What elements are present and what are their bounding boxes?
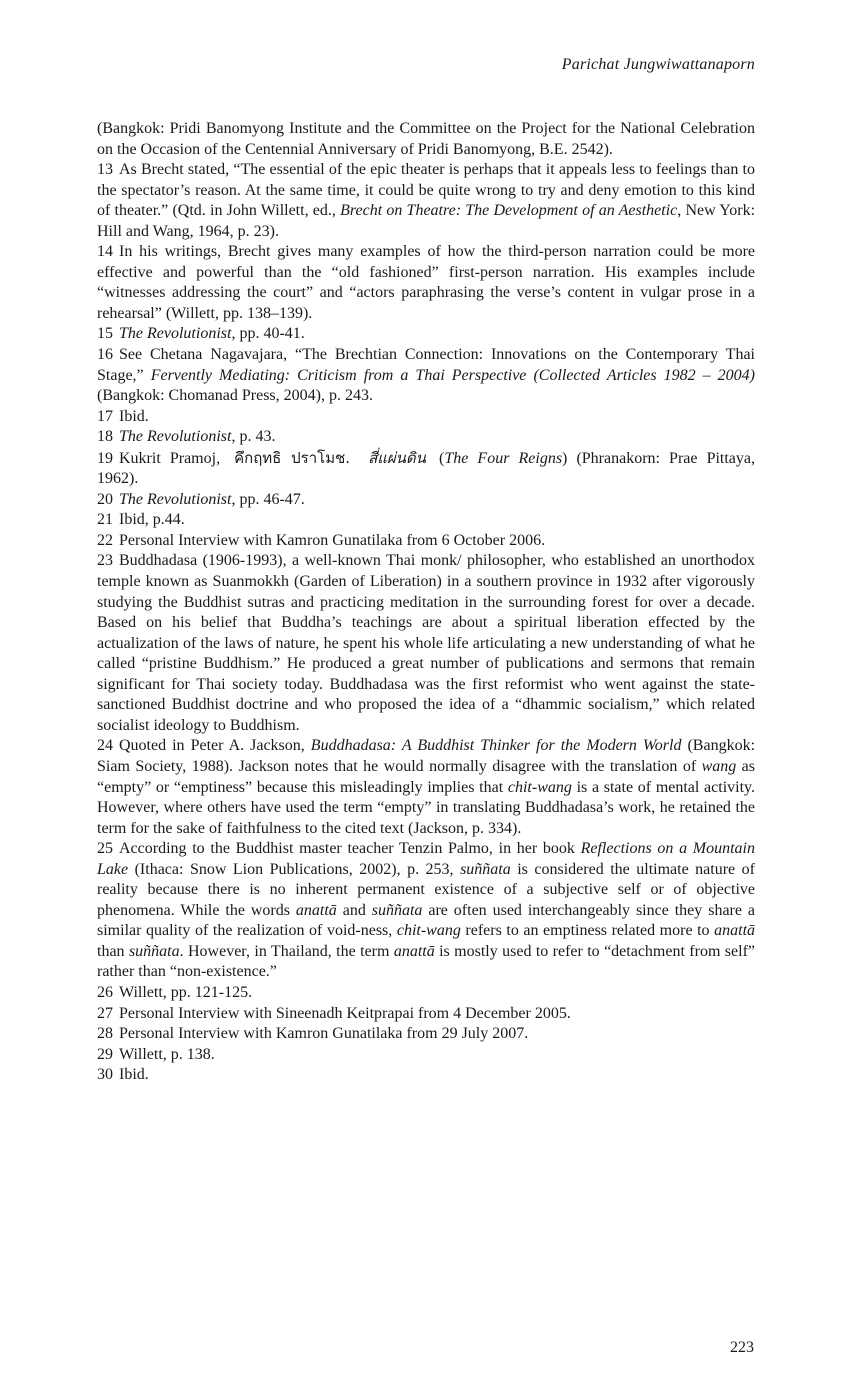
- endnote-30: [97, 1065, 755, 1086]
- note-text: and: [336, 901, 372, 919]
- endnote-24: [97, 736, 755, 839]
- endnote-15: [97, 324, 755, 345]
- note-text: Ibid.: [119, 407, 149, 425]
- endnote-number: 25: [97, 840, 113, 858]
- italic-text: anattā: [295, 901, 337, 919]
- endnote-number: 26: [97, 983, 113, 1001]
- italic-text: The Four Reigns: [444, 449, 563, 467]
- italic-text: Fervently Mediating: Criticism from a Thai Perspective (Collected Articles 1982 – 2004): [150, 366, 756, 384]
- endnote-22: [97, 531, 755, 552]
- endnote-number: 13: [97, 161, 113, 179]
- endnote-number: 20: [97, 490, 113, 508]
- note-text: as “empty” or “emptiness” because this misleadingly implies that: [97, 757, 756, 796]
- endnote-26: [97, 983, 755, 1004]
- endnote-number: 21: [97, 511, 113, 529]
- italic-text: The Revolutionist: [119, 490, 232, 508]
- endnote-18: [97, 427, 755, 448]
- endnote-number: 15: [97, 325, 113, 343]
- thai-text: สี่แผ่นดิน: [368, 448, 426, 467]
- note-text: (Ithaca: Snow Lion Publications, 2002), p. 253,: [128, 860, 461, 878]
- endnotes-list: [97, 119, 755, 1086]
- endnote-20: [97, 490, 755, 511]
- thai-text: คึกฤทธิ ปราโมช.: [234, 448, 351, 467]
- note-text: Ibid.: [119, 1066, 149, 1084]
- note-text: is considered the ultimate nature of reality because there is no inherent permanent existence of a subjective self or of objective phenomena. While the words: [97, 860, 755, 919]
- italic-text: Reflections on a Mountain Lake: [97, 840, 756, 878]
- endnote-number: 14: [97, 243, 113, 261]
- note-text: is mostly used to refer to “detachment from self” rather than “non-existence.”: [97, 942, 755, 981]
- endnote-28: [97, 1024, 755, 1045]
- endnote-16: [97, 345, 755, 407]
- italic-text: wang: [701, 757, 737, 775]
- italic-text: Buddhadasa: A Buddhist Thinker for the Modern World: [310, 737, 682, 755]
- endnote-13: [97, 160, 755, 242]
- note-text: , New York: Hill and Wang, 1964, p. 23).: [97, 202, 756, 240]
- note-text: According to the Buddhist master teacher Tenzin Palmo, in her book: [119, 840, 581, 858]
- page-number: 223: [730, 1339, 754, 1356]
- note-text: Buddhadasa (1906-1993), a well-known Thai monk/ philosopher, who established an unorthodox temple known as Suanmokkh (Garden of Liberation) in a southern province in 1932 after vigorously studying the Buddhist sutras and practicing meditation in the surrounding forest for over a decade. Based on his belief that Buddha’s teachings are about a spiritual liberation effected by the actualization of the laws of nature, he spent his whole life articulating a new understanding of what he called “pristine Buddhism.” He produced a great number of publications and sermons that remain significant for Thai society today. Buddhadasa was the first reformist who went against the state-sanctioned Buddhist doctrine and who proposed the idea of a “dhammic socialism,” which related socialist ideology to Buddhism.: [97, 552, 755, 734]
- note-text: In his writings, Brecht gives many examples of how the third-person narration could be more effective and powerful than the “old fashioned” first-person narration. His examples include “witnesses addressing the court” and “actors paraphrasing the verse’s content in vulgar prose in a rehearsal” (Willett, pp. 138–139).: [97, 243, 755, 322]
- running-head-author: Parichat Jungwiwattanaporn: [561, 56, 755, 73]
- note-text: Willett, pp. 121-125.: [119, 983, 253, 1001]
- italic-text: anattā: [714, 922, 756, 940]
- note-text: , p. 43.: [231, 428, 276, 446]
- endnote-number: 23: [97, 552, 113, 570]
- note-text: Quoted in Peter A. Jackson,: [119, 737, 311, 755]
- note-text: (: [429, 449, 445, 467]
- endnote-number: 29: [97, 1045, 113, 1063]
- endnote-number: 22: [97, 531, 113, 549]
- note-text: Ibid, p.44.: [119, 511, 185, 529]
- italic-text: suññata: [371, 901, 423, 919]
- endnote-number: 28: [97, 1025, 113, 1043]
- endnote-number: 24: [97, 737, 113, 755]
- endnote-number: 16: [97, 346, 113, 364]
- note-text: As Brecht stated, “The essential of the epic theater is perhaps that it appeals less to feelings than to the spectator’s reason. At the same time, it could be quite wrong to try and deny emotion to this kind of theater.” (Qtd. in John Willett, ed.,: [97, 161, 755, 220]
- note-text: (Bangkok: Chomanad Press, 2004), p. 243.: [97, 387, 373, 405]
- note-text: (Bangkok: Siam Society, 1988). Jackson notes that he would normally disagree with the translation of: [97, 737, 756, 775]
- endnote-number: 27: [97, 1004, 113, 1022]
- note-text: are often used interchangeably since they share a similar quality of the realization of void-ness,: [97, 901, 755, 940]
- note-text: . However, in Thailand, the term: [179, 942, 394, 960]
- note-text: ) (Phranakorn: Prae Pittaya, 1962).: [97, 449, 756, 488]
- italic-text: suññata: [128, 942, 180, 960]
- endnote-number: 17: [97, 407, 113, 425]
- note-text: Kukrit Pramoj,: [119, 449, 221, 467]
- italic-text: suññata: [460, 860, 511, 878]
- note-text: Personal Interview with Kamron Gunatilaka from 6 October 2006.: [119, 531, 546, 549]
- note-text: (Bangkok: Pridi Banomyong Institute and the Committee on the Project for the National Celebration on the Occasion of the Centennial Anniversary of Pridi Banomyong, B.E. 2542).: [97, 120, 755, 158]
- italic-text: The Revolutionist: [119, 325, 232, 343]
- note-text: Personal Interview with Sineenadh Keitprapai from 4 December 2005.: [119, 1004, 571, 1022]
- note-text: See Chetana Nagavajara, “The Brechtian Connection: Innovations on the Contemporary Thai Stage,”: [97, 346, 755, 384]
- endnote-number: 30: [97, 1066, 113, 1084]
- note-text: Personal Interview with Kamron Gunatilaka from 29 July 2007.: [119, 1025, 529, 1043]
- endnote-21: [97, 510, 755, 531]
- note-text: , pp. 46-47.: [231, 490, 305, 508]
- endnote-29: [97, 1045, 755, 1066]
- italic-text: Brecht on Theatre: The Development of an Aesthetic: [340, 202, 678, 220]
- endnote-17: [97, 407, 755, 428]
- note-text: refers to an emptiness related more to: [460, 922, 715, 940]
- italic-text: chit-wang: [507, 778, 572, 796]
- italic-text: anattā: [393, 942, 435, 960]
- endnote-continued: [97, 119, 755, 160]
- note-text: Willett, p. 138.: [119, 1045, 215, 1063]
- endnote-23: [97, 551, 755, 736]
- note-text: than: [97, 942, 129, 960]
- note-text: , pp. 40-41.: [231, 325, 305, 343]
- italic-text: chit-wang: [396, 922, 461, 940]
- endnote-14: [97, 242, 755, 324]
- note-text: is a state of mental activity. However, where others have used the term “empty” in translating Buddhadasa’s work, he retained the term for the sake of faithfulness to the cited text (Jackson, p. 334).: [97, 778, 756, 837]
- endnote-number: 19: [97, 449, 113, 467]
- endnote-19: [97, 448, 755, 490]
- endnote-25: [97, 839, 755, 983]
- endnote-27: [97, 1004, 755, 1025]
- italic-text: The Revolutionist: [119, 428, 232, 446]
- endnote-number: 18: [97, 428, 113, 446]
